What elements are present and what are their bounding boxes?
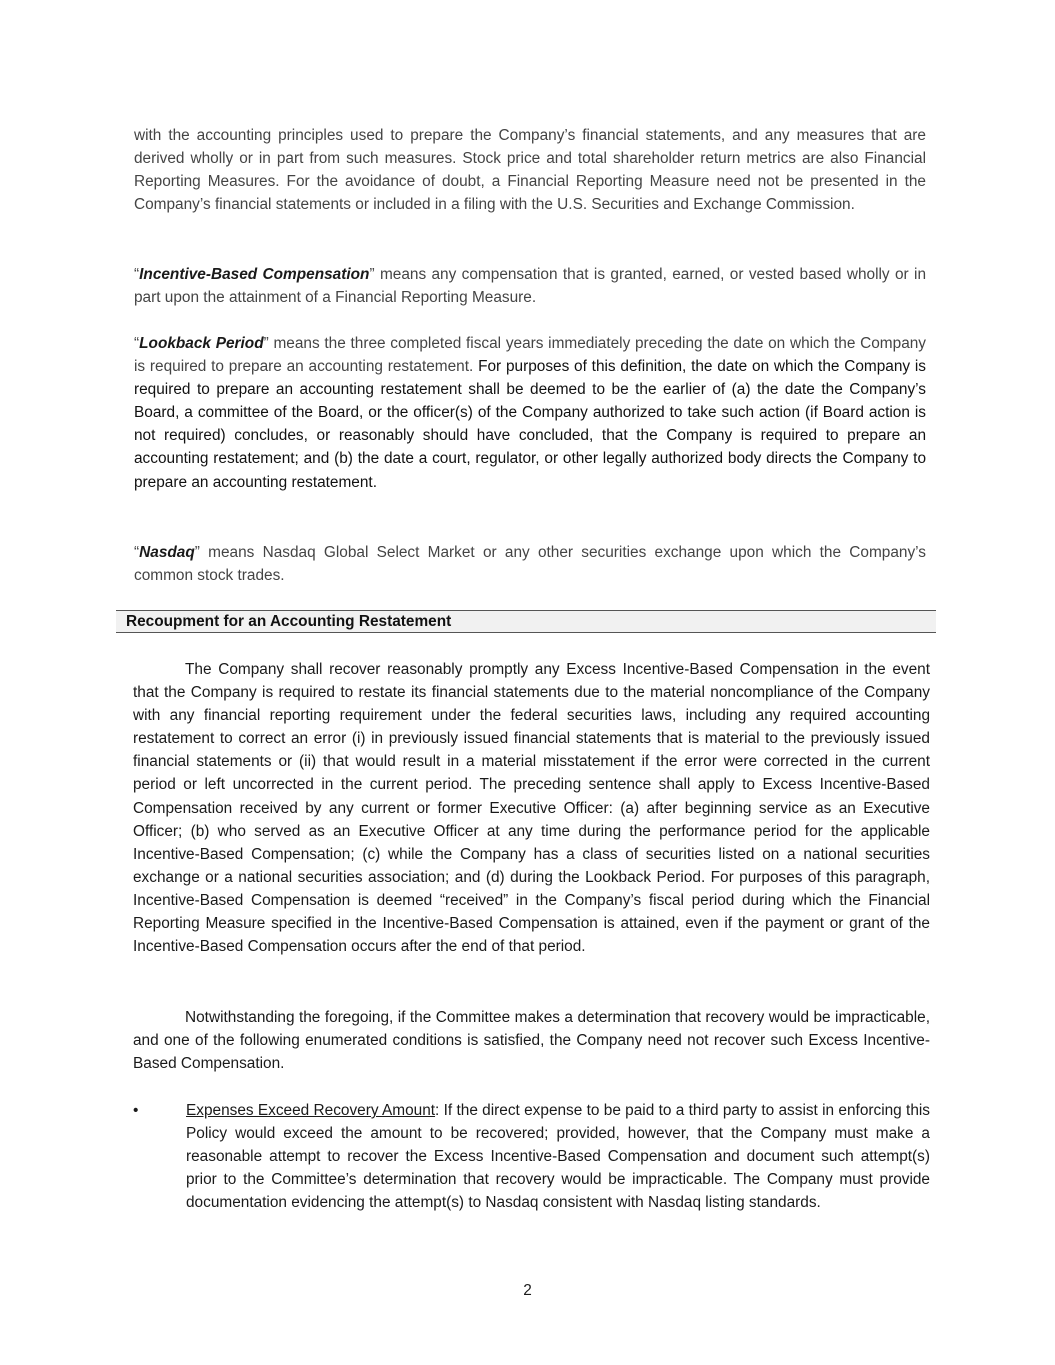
bullet-text: : If the direct expense to be paid to a third party to assist in enforcing this Policy would exceed the amount to be recovered; provided, however, that the Company must make a reasonable attempt to recover the Excess Incentive-Based Compensation and document such attempt(s) prior to the Committee’s determination that recovery would be impracticable. The Company must provide documentation evidencing the attempt(s) to Nasdaq consistent with Nasdaq listing standards.	[186, 1102, 930, 1212]
definition-term: Lookback Period	[139, 335, 264, 352]
recovery-paragraph: The Company shall recover reasonably promptly any Excess Incentive-Based Compensation in the event that the Company is required to restate its financial statements due to the material noncompliance of the Company with any financial reporting requirement under the federal securities laws, including any required accounting restatement to correct an error (i) in previously issued financial statements that is material to the previously issued financial statements or (ii) that would result in a material misstatement if the error were corrected in the current period or left uncorrected in the current period. The preceding sentence shall apply to Excess Incentive-Based Compensation received by any current or former Executive Officer: (a) after beginning service as an Executive Officer; (b) who served as an Executive Officer at any time during the performance period for the applicable Incentive-Based Compensation; (c) while the Company has a class of securities listed on a national securities exchange or a national securities association; and (d) during the Lookback Period. For purposes of this paragraph, Incentive-Based Compensation is deemed “received” in the Company’s fiscal period during which the Financial Reporting Measure specified in the Incentive-Based Compensation is attained, even if the payment or grant of the Incentive-Based Compensation occurs after the end of that period.	[133, 661, 930, 956]
intro-paragraph: with the accounting principles used to prepare the Company’s financial statements, and any measures that are derived wholly or in part from such measures. Stock price and total shareholder return metrics are also Financial Reporting Measures. For the avoidance of doubt, a Financial Reporting Measure need not be presented in the Company’s financial statements or included in a filing with the U.S. Securities and Exchange Commission.	[134, 127, 926, 214]
exception-paragraph: Notwithstanding the foregoing, if the Committee makes a determination that recovery would be impracticable, and one of the following enumerated conditions is satisfied, the Company need not recover such Excess Incentive-Based Compensation.	[133, 1009, 930, 1073]
definition-nasdaq	[134, 541, 926, 587]
definition-incentive-based-compensation	[134, 263, 926, 309]
bullet-icon: •	[133, 1102, 139, 1119]
definition-text: means the three completed fiscal years immediately preceding the date on which the Company is required to prepare an accounting restatement.	[134, 335, 927, 376]
section-heading-bar	[116, 610, 936, 633]
bullet-heading: Expenses Exceed Recovery Amount	[186, 1102, 436, 1119]
definition-term: Incentive-Based Compensation	[139, 266, 370, 283]
definition-close-quote: ”	[263, 335, 269, 352]
definition-term: Nasdaq	[139, 544, 195, 561]
definition-lookback-period	[134, 332, 926, 494]
definition-close-quote: ”	[369, 266, 375, 283]
definition-close-quote: ”	[194, 544, 200, 561]
page-number: 2	[523, 1282, 532, 1299]
definition-text: means Nasdaq Global Select Market or any other securities exchange upon which the Company’s common stock trades.	[134, 544, 926, 585]
definition-text: means any compensation that is granted, earned, or vested based wholly or in part upon the attainment of a Financial Reporting Measure.	[134, 266, 926, 307]
bullet-item-expenses	[186, 1099, 930, 1214]
definition-open-quote: “	[134, 335, 140, 352]
section-heading: Recoupment for an Accounting Restatement	[126, 613, 452, 630]
definition-extra-text: For purposes of this definition, the date on which the Company is required to prepare an accounting restatement shall be deemed to be the earlier of (a) the date the Company’s Board, a committee of the Board, or the officer(s) of the Company authorized to take such action (if Board action is not required) concludes, or reasonably should have concluded, that the Company is required to prepare an accounting restatement; and (b) the date a court, regulator, or other legally authorized body directs the Company to prepare an accounting restatement.	[134, 358, 926, 491]
definition-open-quote: “	[134, 544, 140, 561]
definition-open-quote: “	[134, 266, 140, 283]
